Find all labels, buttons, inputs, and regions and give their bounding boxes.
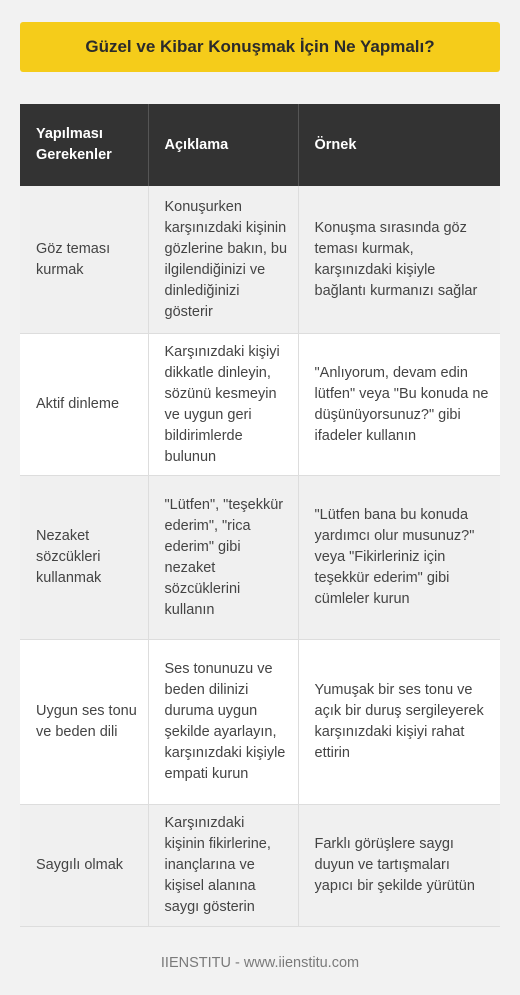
cell-description: Konuşurken karşınızdaki kişinin gözlerine bakın, bu ilgilendiğinizi ve dinlediğinizi gösterir — [148, 186, 298, 334]
comparison-table — [20, 104, 500, 927]
cell-example: Farklı görüşlere saygı duyun ve tartışmaları yapıcı bir şekilde yürütün — [298, 805, 500, 927]
table-row — [20, 805, 500, 927]
cell-example: "Anlıyorum, devam edin lütfen" veya "Bu konuda ne düşünüyorsunuz?" gibi ifadeler kullanın — [298, 334, 500, 476]
footer-source: IIENSTITU - www.iienstitu.com — [160, 955, 360, 971]
cell-action: Uygun ses tonu ve beden dili — [20, 640, 148, 805]
column-header-description: Açıklama — [148, 104, 298, 186]
cell-example: Yumuşak bir ses tonu ve açık bir duruş sergileyerek karşınızdaki kişiyi rahat ettirin — [298, 640, 500, 805]
column-header-example: Örnek — [298, 104, 500, 186]
cell-action: Aktif dinleme — [20, 334, 148, 476]
table-row — [20, 640, 500, 805]
cell-description: Karşınızdaki kişinin fikirlerine, inançlarına ve kişisel alanına saygı gösterin — [148, 805, 298, 927]
table-row — [20, 334, 500, 476]
table-row — [20, 476, 500, 640]
table-header-row — [20, 104, 500, 186]
cell-description: Ses tonunuzu ve beden dilinizi duruma uygun şekilde ayarlayın, karşınızdaki kişiyle empati kurun — [148, 640, 298, 805]
table-row — [20, 186, 500, 334]
title-banner — [20, 22, 500, 72]
cell-example: Konuşma sırasında göz teması kurmak, karşınızdaki kişiyle bağlantı kurmanızı sağlar — [298, 186, 500, 334]
cell-action: Göz teması kurmak — [20, 186, 148, 334]
column-header-actions: Yapılması Gerekenler — [20, 104, 148, 186]
cell-action: Nezaket sözcükleri kullanmak — [20, 476, 148, 640]
page-title: Güzel ve Kibar Konuşmak İçin Ne Yapmalı? — [85, 37, 435, 56]
cell-action: Saygılı olmak — [20, 805, 148, 927]
cell-description: Karşınızdaki kişiyi dikkatle dinleyin, sözünü kesmeyin ve uygun geri bildirimlerde bulunun — [148, 334, 298, 476]
cell-example: "Lütfen bana bu konuda yardımcı olur musunuz?" veya "Fikirleriniz için teşekkür ederim" gibi cümleler kurun — [298, 476, 500, 640]
cell-description: "Lütfen", "teşekkür ederim", "rica ederim" gibi nezaket sözcüklerini kullanın — [148, 476, 298, 640]
